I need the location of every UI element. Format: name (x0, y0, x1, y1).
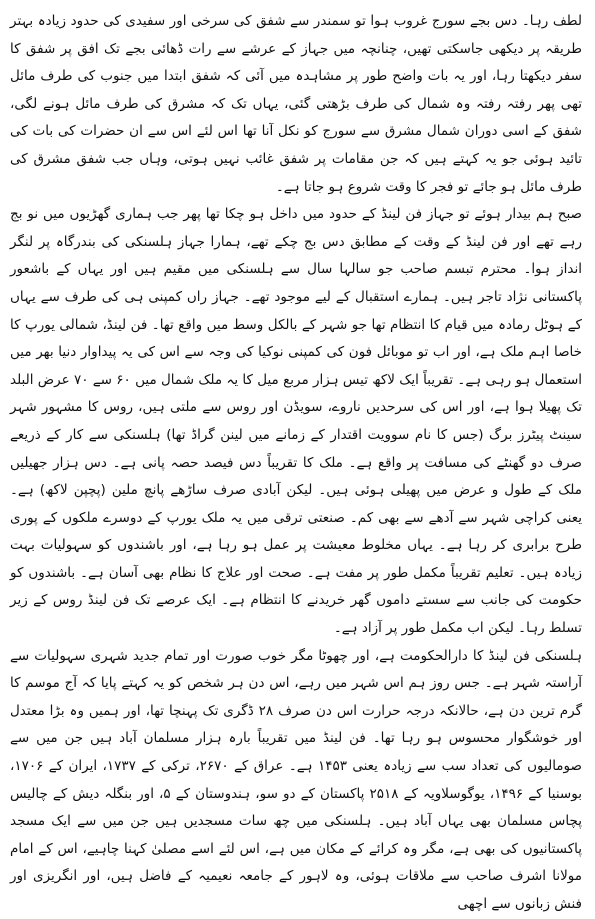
paragraph-3: ہلسنکی فن لینڈ کا دارالحکومت ہے، اور چھوٹا مگر خوب صورت اور تمام جدید شہری سہولیات سے آراستہ شہر ہے۔ جس روز ہم اس شہر میں رہے، اس دن ہر شخص کو یہ کہتے پایا کہ آج موسم کا گرم ترین دن ہے، حالانکہ درجہ حرارت اس دن صرف ۲۸ ڈگری تک پہنچا تھا، اور ہمیں وہ بڑا معتدل اور خوشگوار محسوس ہو رہا تھا۔ فن لینڈ میں تقریباً بارہ ہزار مسلمان آباد ہیں جن میں سے صومالیوں کی تعداد سب سے زیادہ یعنی ۱۴۵۳ ہے۔ عراق کے ۲۶۷۰، ترکی کے ۱۷۳۷، ایران کے ۱۷۰۶، بوسنیا کے ۱۴۹۶، یوگوسلاویہ کے ۲۵۱۸ پاکستان کے دو سو، ہندوستان کے ۵، اور بنگلہ دیش کے چالیس پچاس مسلمان بھی یہاں آباد ہیں۔ ہلسنکی میں چھ سات مسجدیں ہیں جن میں سے ایک مسجد پاکستانیوں کی بھی ہے، مگر وہ کرائے کے مکان میں ہے، اس لئے اسے مصلیٰ کہنا چاہیے، اس کے امام مولانا اشرف صاحب سے ملاقات ہوئی، وہ لاہور کے جامعہ نعیمیہ کے فاضل ہیں، اور انگریزی اور فنش زبانوں سے اچھی (10, 647, 582, 912)
paragraph-1: لطف رہا۔ دس بجے سورج غروب ہوا تو سمندر سے شفق کی سرخی اور سفیدی کی حدود زیادہ بہتر طریقہ پر دیکھی جاسکتی تھیں، چنانچہ میں جہاز کے عرشے سے رات ڈھائی بجے تک افق پر شفق کا سفر دیکھتا رہا، اور یہ بات واضح طور پر مشاہدہ میں آئی کہ شفق ابتدا میں جنوب کی طرف مائل تھی پھر رفتہ رفتہ وہ شمال کی طرف بڑھتی گئی، یہاں تک کہ مشرق کی طرف مائل ہونے لگی، شفق کے اسی دوران شمال مشرق سے سورج کو نکل آنا تھا اس لئے اس سے ان حضرات کی بات کی تائید ہوئی جو یہ کہتے ہیں کہ جن مقامات پر شفق غائب نہیں ہوتی، وہاں جب شفق مشرق کی طرف مائل ہو جائے تو فجر کا وقت شروع ہو جاتا ہے۔ (10, 13, 582, 195)
paragraph-2: صبح ہم بیدار ہوئے تو جہاز فن لینڈ کے حدود میں داخل ہو چکا تھا پھر جب ہماری گھڑیوں میں نو بج رہے تھے اور فن لینڈ کے وقت کے مطابق دس بج چکے تھے، ہمارا جہاز ہلسنکی کی بندرگاہ پر لنگر انداز ہوا۔ محترم تبسم صاحب جو سالہا سال سے ہلسنکی میں مقیم ہیں اور یہاں کے باشعور پاکستانی نژاد تاجر ہیں۔ ہمارے استقبال کے لیے موجود تھے۔ جہاز راں کمپنی ہی کی طرف سے یہاں کے ہوٹل رمادہ میں قیام کا انتظام تھا جو شہر کے بالکل وسط میں واقع تھا۔ فن لینڈ، شمالی یورپ کا خاصا اہم ملک ہے، اور اب تو موبائل فون کی کمپنی نوکیا کی وجہ سے اس کی یہ پیداوار دنیا بھر میں استعمال ہو رہی ہے۔ تقریباً ایک لاکھ تیس ہزار مربع میل کا یہ ملک شمال میں ۶۰ سے ۷۰ عرض البلد تک پھیلا ہوا ہے، اور اس کی سرحدیں ناروے، سویڈن اور روس سے ملتی ہیں، روس کا مشہور شہر سینٹ پیٹرز برگ (جس کا نام سوویت اقتدار کے زمانے میں لینن گراڈ تھا) ہلسنکی سے کار کے ذریعے صرف دو گھنٹے کی مسافت پر واقع ہے۔ ملک کا تقریباً دس فیصد حصہ پانی ہے۔ دس ہزار جھیلیں ملک کے طول و عرض میں پھیلی ہوئی ہیں۔ لیکن آبادی صرف ساڑھے پانچ ملین (پچپن لاکھ) ہے۔ یعنی کراچی شہر سے آدھے سے بھی کم۔ صنعتی ترقی میں یہ ملک یورپ کے دوسرے ملکوں کے پوری طرح برابری کر رہا ہے۔ یہاں مخلوط معیشت پر عمل ہو رہا ہے، اور باشندوں کو سہولیات بہت زیادہ ہیں۔ تعلیم تقریباً مکمل طور پر مفت ہے۔ صحت اور علاج کا نظام بھی آسان ہے۔ باشندوں کو حکومت کی جانب سے سستے داموں گھر خریدنے کا انتظام ہے۔ ایک عرصے تک فن لینڈ روس کے زیر تسلط رہا۔ لیکن اب مکمل طور پر آزاد ہے۔ (10, 206, 583, 637)
